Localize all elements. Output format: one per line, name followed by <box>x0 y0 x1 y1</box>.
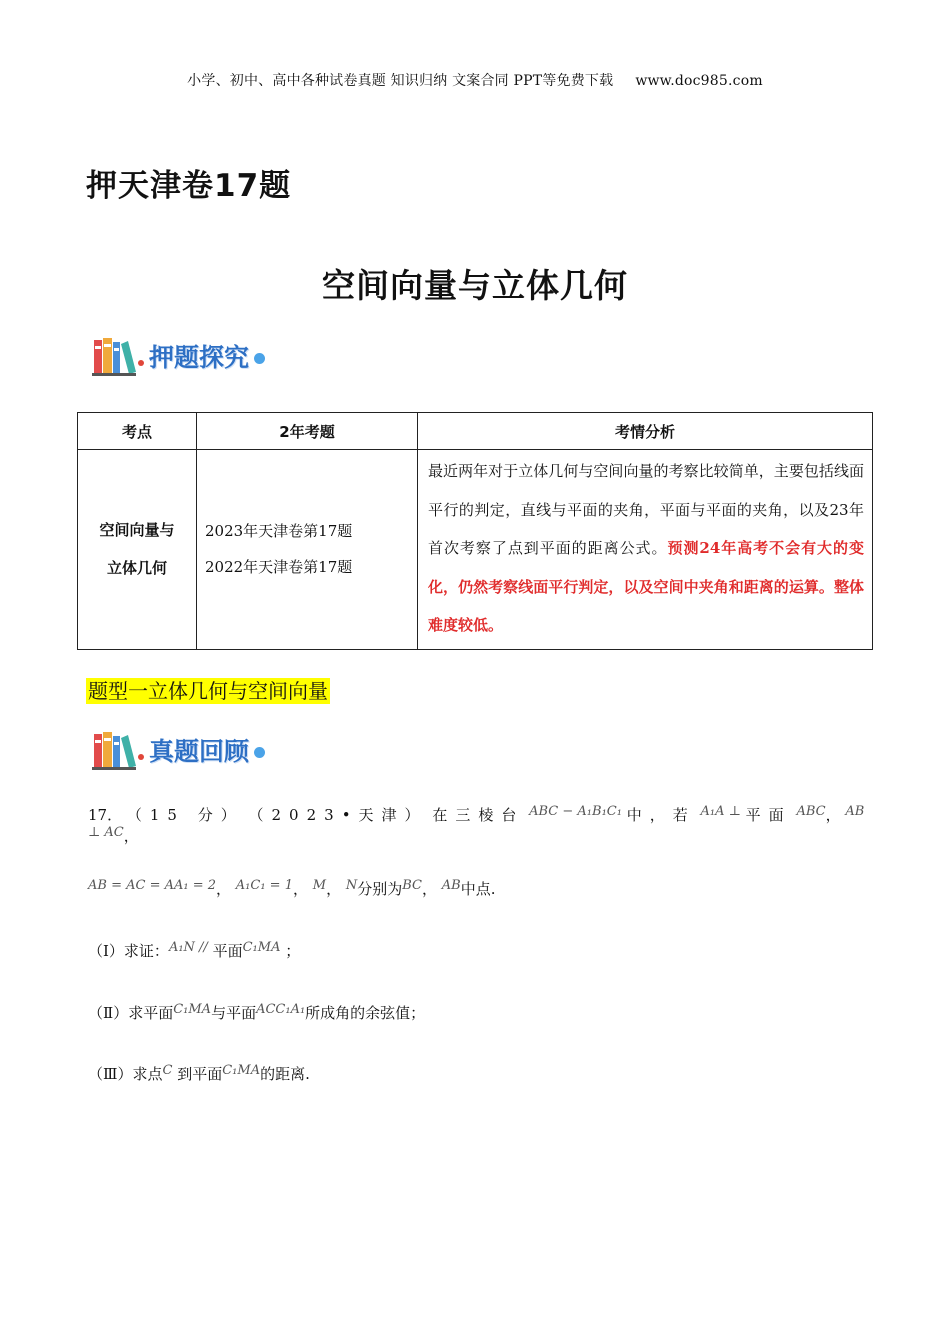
q3-label: （Ⅲ）求点 <box>88 1065 163 1083</box>
q2-label: （Ⅱ）求平面 <box>88 1004 174 1022</box>
math-seg-bc: BC <box>402 878 422 893</box>
topic-line-1: 空间向量与 <box>99 521 175 540</box>
q1-plane: 平面 <box>212 942 243 960</box>
q1-end: ； <box>285 942 301 960</box>
midpoints-end: 中点. <box>460 880 496 898</box>
math-q2-plane-2: ACC₁A₁ <box>256 1002 306 1017</box>
math-q1-expr: A₁N // <box>168 940 208 955</box>
problem-intro-2: 中，若 <box>626 806 696 824</box>
page-subtitle: 空间向量与立体几何 <box>322 266 628 305</box>
math-q1-plane-name: C₁MA <box>242 940 281 955</box>
math-q2-plane-1: C₁MA <box>173 1002 212 1017</box>
problem-intro: 在三棱台 <box>432 806 525 824</box>
math-frustum: ABC − A₁B₁C₁ <box>529 804 622 819</box>
banner-end-dot-icon <box>254 353 265 364</box>
q3-mid: 到平面 <box>177 1065 223 1083</box>
math-perp: A₁A ⊥ <box>700 804 741 819</box>
header-text: 小学、初中、高中各种试卷真题 知识归纳 文案合同 PPT等免费下载 <box>187 73 614 89</box>
table-cell-years <box>197 450 418 650</box>
math-ab-perp-ac: AB ⊥ AC <box>88 804 865 840</box>
plane-word: 平面 <box>745 806 792 824</box>
sub-question-1 <box>88 940 300 961</box>
table-row <box>78 450 873 650</box>
problem-line-2: AB = AC = AA₁ = 2， A₁C₁ = 1， M， N分别为BC， AB中点. <box>88 878 496 898</box>
topic-line-2: 立体几何 <box>106 559 167 578</box>
question-type-heading: 题型一立体几何与空间向量 <box>88 679 328 703</box>
problem-score: （15 分） <box>126 806 244 824</box>
table-header-row <box>78 413 873 450</box>
math-q3-plane: C₁MA <box>222 1063 261 1078</box>
math-cond-2: A₁C₁ = 1 <box>235 878 293 893</box>
table-cell-topic <box>78 450 197 650</box>
table-cell-analysis <box>418 450 873 650</box>
problem-source: （2023•天津） <box>248 806 428 824</box>
problem-line-1: 17． （15 分） （2023•天津） 在三棱台 ABC − A₁B₁C₁ 中，若 A₁A ⊥ 平面 ABC， AB ⊥ AC， <box>88 804 865 845</box>
table-header-years: 2年考题 <box>197 413 418 450</box>
sub-question-2 <box>88 1002 425 1023</box>
analysis-text: 最近两年对于立体几何与空间向量的考察比较简单，主要包括线面平行的判定，直线与平面的夹角，平面与平面的夹角，以及23年首次考察了点到平面的距离公式。 <box>428 462 864 557</box>
sub-question-3 <box>88 1063 310 1084</box>
q2-mid: 与平面 <box>211 1004 257 1022</box>
math-point-n: N <box>345 878 358 893</box>
q1-label: （Ⅰ）求证： <box>88 942 169 960</box>
books-icon <box>92 730 136 770</box>
banner-dot-icon <box>138 360 144 366</box>
section-banner-explore <box>92 334 265 378</box>
problem-number: 17． <box>88 806 123 824</box>
section-banner-review <box>92 728 265 772</box>
header-url[interactable]: www.doc985.com <box>635 73 763 89</box>
math-cond-1: AB = AC = AA₁ = 2 <box>88 878 217 893</box>
math-plane-abc: ABC <box>796 804 826 819</box>
analysis-table <box>77 412 873 650</box>
q3-end: 的距离. <box>260 1065 310 1083</box>
page-header <box>0 70 950 90</box>
analysis-prediction: 预测24年高考不会有大的变化，仍然考察线面平行判定，以及空间中夹角和距离的运算。整体难度较低。 <box>428 539 864 634</box>
math-point-m: M <box>312 878 327 893</box>
banner-title-explore: 押题探究 <box>149 343 250 372</box>
books-icon <box>92 336 136 376</box>
q2-end: 所成角的余弦值； <box>305 1004 426 1022</box>
table-header-analysis: 考情分析 <box>418 413 873 450</box>
math-q3-point: C <box>162 1063 173 1078</box>
year-item: 2023年天津卷第17题 <box>205 522 353 541</box>
page-title: 押天津卷17题 <box>86 168 292 204</box>
banner-dot-icon <box>138 754 144 760</box>
math-seg-ab: AB <box>441 878 461 893</box>
year-item: 2022年天津卷第17题 <box>205 558 353 577</box>
table-header-topic: 考点 <box>78 413 197 450</box>
midpoints-text: 分别为 <box>357 880 403 898</box>
banner-title-review: 真题回顾 <box>149 737 250 766</box>
banner-end-dot-icon <box>254 747 265 758</box>
